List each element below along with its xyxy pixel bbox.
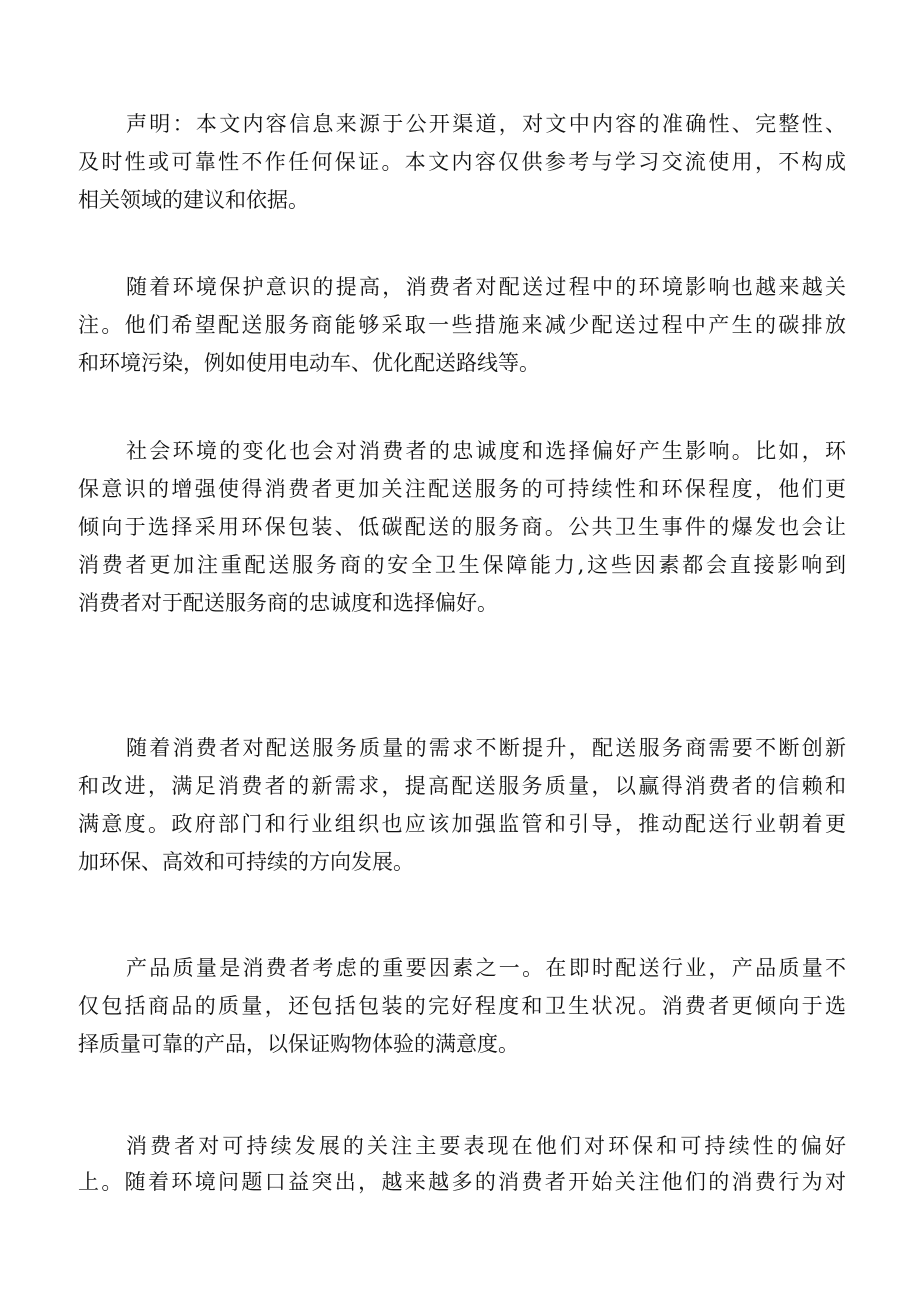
text-line: 和环境污染，例如使用电动车、优化配送路线等。 bbox=[78, 351, 540, 375]
text-line: 择质量可靠的产品，以保证购物体验的满意度。 bbox=[78, 1032, 519, 1056]
text-line: 满意度。政府部门和行业组织也应该加强监管和引导，推动配送行业朝着更 bbox=[78, 812, 846, 836]
text-line: 随着消费者对配送服务质量的需求不断提升，配送服务商需要不断创新 bbox=[126, 736, 846, 760]
text-line: 消费者更加注重配送服务商的安全卫生保障能力,这些因素都会直接影响到 bbox=[78, 553, 846, 577]
disclaimer-paragraph bbox=[78, 105, 846, 219]
text-line: 上。随着环境问题口益突出，越来越多的消费者开始关注他们的消费行为对 bbox=[78, 1170, 846, 1194]
text-line: 随着环境保护意识的提高，消费者对配送过程中的环境影响也越来越关 bbox=[126, 275, 846, 299]
text-line: 注。他们希望配送服务商能够采取一些措施来减少配送过程中产生的碳排放 bbox=[78, 313, 846, 337]
body-paragraph bbox=[78, 432, 846, 622]
text-line: 声明：本文内容信息来源于公开渠道，对文中内容的准确性、完整性、 bbox=[126, 112, 846, 136]
text-line: 仅包括商品的质量，还包括包装的完好程度和卫生状况。消费者更倾向于选 bbox=[78, 994, 846, 1018]
body-paragraph bbox=[78, 949, 846, 1063]
text-line: 消费者对可持续发展的关注主要表现在他们对环保和可持续性的偏好 bbox=[126, 1134, 846, 1158]
text-line: 相关领域的建议和依据。 bbox=[78, 188, 309, 212]
text-line: 倾向于选择采用环保包装、低碳配送的服务商。公共卫生事件的爆发也会让 bbox=[78, 515, 846, 539]
text-line: 产品质量是消费者考虑的重要因素之一。在即时配送行业，产品质量不 bbox=[126, 956, 846, 980]
text-line: 加环保、高效和可持续的方向发展。 bbox=[78, 850, 414, 874]
text-line: 和改进，满足消费者的新需求，提高配送服务质量，以赢得消费者的信赖和 bbox=[78, 774, 846, 798]
body-paragraph bbox=[78, 1128, 846, 1200]
text-line: 消费者对于配送服务商的忠诚度和选择偏好。 bbox=[78, 591, 498, 615]
body-paragraph bbox=[78, 729, 846, 881]
body-paragraph bbox=[78, 268, 846, 382]
text-line: 社会环境的变化也会对消费者的忠诚度和选择偏好产生影响。比如，环 bbox=[126, 439, 846, 463]
text-line: 及时性或可靠性不作任何保证。本文内容仅供参考与学习交流使用，不构成 bbox=[78, 150, 846, 174]
text-line: 保意识的增强使得消费者更加关注配送服务的可持续性和环保程度，他们更 bbox=[78, 477, 846, 501]
